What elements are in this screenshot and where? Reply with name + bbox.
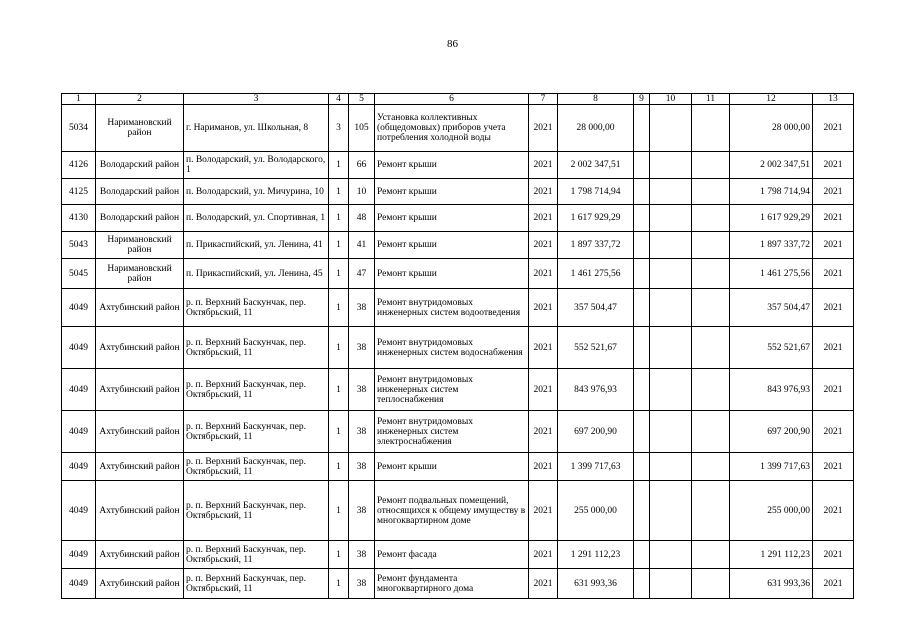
row-id-cell: 4049 — [62, 327, 96, 369]
work-type-cell: Ремонт крыши — [375, 232, 529, 259]
district-cell: Наримановский район — [96, 232, 184, 259]
col5-cell: 38 — [349, 369, 375, 411]
total-cost-cell: 631 993,36 — [730, 569, 813, 599]
row-id-cell: 4125 — [62, 179, 96, 205]
col4-cell: 1 — [329, 289, 349, 327]
row-id-cell: 5034 — [62, 105, 96, 152]
col9-cell — [634, 569, 650, 599]
end-year-cell: 2021 — [813, 232, 854, 259]
total-cost-cell: 2 002 347,51 — [730, 152, 813, 179]
cost-cell: 1 617 929,29 — [558, 205, 634, 232]
district-cell: Володарский район — [96, 179, 184, 205]
cost-cell: 357 504,47 — [558, 289, 634, 327]
col5-cell: 48 — [349, 205, 375, 232]
table-row — [62, 179, 854, 205]
row-id-cell: 5045 — [62, 259, 96, 289]
col9-cell — [634, 541, 650, 569]
table-row — [62, 411, 854, 453]
work-type-cell: Ремонт крыши — [375, 453, 529, 481]
table-row — [62, 541, 854, 569]
work-type-cell: Ремонт внутридомовых инженерных систем теплоснабжения — [375, 369, 529, 411]
end-year-cell: 2021 — [813, 453, 854, 481]
col10-cell — [650, 369, 692, 411]
col11-cell — [692, 232, 730, 259]
cost-cell: 843 976,93 — [558, 369, 634, 411]
col4-cell: 1 — [329, 205, 349, 232]
col4-cell: 1 — [329, 569, 349, 599]
end-year-cell: 2021 — [813, 289, 854, 327]
col5-cell: 38 — [349, 411, 375, 453]
total-cost-cell: 1 291 112,23 — [730, 541, 813, 569]
col9-cell — [634, 179, 650, 205]
table-row — [62, 152, 854, 179]
col10-cell — [650, 105, 692, 152]
col11-cell — [692, 259, 730, 289]
address-cell: р. п. Верхний Баскунчак, пер. Октябрьский, 11 — [184, 569, 329, 599]
cost-cell: 1 461 275,56 — [558, 259, 634, 289]
address-cell: р. п. Верхний Баскунчак, пер. Октябрьский, 11 — [184, 541, 329, 569]
address-cell: п. Прикаспийский, ул. Ленина, 45 — [184, 259, 329, 289]
col4-cell: 1 — [329, 327, 349, 369]
col5-cell: 66 — [349, 152, 375, 179]
work-type-cell: Ремонт внутридомовых инженерных систем водоотведения — [375, 289, 529, 327]
cost-cell: 2 002 347,51 — [558, 152, 634, 179]
table-row — [62, 259, 854, 289]
column-header: 13 — [813, 94, 854, 105]
end-year-cell: 2021 — [813, 205, 854, 232]
work-type-cell: Ремонт фундамента многоквартирного дома — [375, 569, 529, 599]
col4-cell: 1 — [329, 481, 349, 541]
year-cell: 2021 — [529, 105, 558, 152]
address-cell: р. п. Верхний Баскунчак, пер. Октябрьский, 11 — [184, 411, 329, 453]
row-id-cell: 4049 — [62, 541, 96, 569]
end-year-cell: 2021 — [813, 327, 854, 369]
end-year-cell: 2021 — [813, 259, 854, 289]
col5-cell: 38 — [349, 541, 375, 569]
row-id-cell: 4049 — [62, 289, 96, 327]
col4-cell: 1 — [329, 179, 349, 205]
year-cell: 2021 — [529, 179, 558, 205]
col11-cell — [692, 152, 730, 179]
work-type-cell: Ремонт крыши — [375, 259, 529, 289]
column-header: 7 — [529, 94, 558, 105]
col10-cell — [650, 453, 692, 481]
district-cell: Ахтубинский район — [96, 327, 184, 369]
column-header: 2 — [96, 94, 184, 105]
end-year-cell: 2021 — [813, 179, 854, 205]
district-cell: Ахтубинский район — [96, 481, 184, 541]
district-cell: Володарский район — [96, 205, 184, 232]
page-number: 86 — [447, 38, 458, 50]
district-cell: Наримановский район — [96, 105, 184, 152]
cost-cell: 697 200,90 — [558, 411, 634, 453]
address-cell: р. п. Верхний Баскунчак, пер. Октябрьский, 11 — [184, 369, 329, 411]
column-header: 8 — [558, 94, 634, 105]
col4-cell: 3 — [329, 105, 349, 152]
address-cell: р. п. Верхний Баскунчак, пер. Октябрьский, 11 — [184, 481, 329, 541]
cost-cell: 28 000,00 — [558, 105, 634, 152]
col10-cell — [650, 179, 692, 205]
col9-cell — [634, 481, 650, 541]
end-year-cell: 2021 — [813, 411, 854, 453]
district-cell: Ахтубинский район — [96, 289, 184, 327]
col4-cell: 1 — [329, 369, 349, 411]
cost-cell: 255 000,00 — [558, 481, 634, 541]
col11-cell — [692, 105, 730, 152]
col11-cell — [692, 369, 730, 411]
row-id-cell: 4049 — [62, 481, 96, 541]
year-cell: 2021 — [529, 541, 558, 569]
col11-cell — [692, 411, 730, 453]
col9-cell — [634, 369, 650, 411]
table-row — [62, 369, 854, 411]
col9-cell — [634, 205, 650, 232]
column-header: 1 — [62, 94, 96, 105]
row-id-cell: 4049 — [62, 411, 96, 453]
total-cost-cell: 1 798 714,94 — [730, 179, 813, 205]
table-body — [62, 94, 854, 599]
total-cost-cell: 1 897 337,72 — [730, 232, 813, 259]
address-cell: р. п. Верхний Баскунчак, пер. Октябрьский, 11 — [184, 327, 329, 369]
col10-cell — [650, 569, 692, 599]
address-cell: п. Володарский, ул. Володарского, 1 — [184, 152, 329, 179]
work-type-cell: Ремонт фасада — [375, 541, 529, 569]
total-cost-cell: 552 521,67 — [730, 327, 813, 369]
col10-cell — [650, 411, 692, 453]
col11-cell — [692, 205, 730, 232]
col9-cell — [634, 327, 650, 369]
district-cell: Володарский район — [96, 152, 184, 179]
total-cost-cell: 697 200,90 — [730, 411, 813, 453]
row-id-cell: 4049 — [62, 569, 96, 599]
col10-cell — [650, 541, 692, 569]
col4-cell: 1 — [329, 453, 349, 481]
col11-cell — [692, 179, 730, 205]
col9-cell — [634, 289, 650, 327]
col4-cell: 1 — [329, 541, 349, 569]
col9-cell — [634, 232, 650, 259]
col10-cell — [650, 259, 692, 289]
cost-cell: 1 897 337,72 — [558, 232, 634, 259]
year-cell: 2021 — [529, 481, 558, 541]
row-id-cell: 5043 — [62, 232, 96, 259]
col5-cell: 105 — [349, 105, 375, 152]
column-header: 6 — [375, 94, 529, 105]
col11-cell — [692, 481, 730, 541]
table-row — [62, 481, 854, 541]
year-cell: 2021 — [529, 411, 558, 453]
address-cell: п. Володарский, ул. Мичурина, 10 — [184, 179, 329, 205]
address-cell: п. Володарский, ул. Спортивная, 1 — [184, 205, 329, 232]
district-cell: Ахтубинский район — [96, 411, 184, 453]
program-table — [61, 93, 854, 599]
column-header: 4 — [329, 94, 349, 105]
col5-cell: 38 — [349, 453, 375, 481]
col9-cell — [634, 411, 650, 453]
col4-cell: 1 — [329, 259, 349, 289]
column-header: 3 — [184, 94, 329, 105]
col5-cell: 38 — [349, 289, 375, 327]
address-cell: г. Нариманов, ул. Школьная, 8 — [184, 105, 329, 152]
col10-cell — [650, 327, 692, 369]
col5-cell: 38 — [349, 569, 375, 599]
address-cell: р. п. Верхний Баскунчак, пер. Октябрьский, 11 — [184, 289, 329, 327]
column-header: 9 — [634, 94, 650, 105]
total-cost-cell: 1 617 929,29 — [730, 205, 813, 232]
end-year-cell: 2021 — [813, 105, 854, 152]
col9-cell — [634, 259, 650, 289]
total-cost-cell: 28 000,00 — [730, 105, 813, 152]
year-cell: 2021 — [529, 369, 558, 411]
col4-cell: 1 — [329, 232, 349, 259]
table-row — [62, 105, 854, 152]
col5-cell: 38 — [349, 327, 375, 369]
col5-cell: 47 — [349, 259, 375, 289]
col10-cell — [650, 205, 692, 232]
row-id-cell: 4130 — [62, 205, 96, 232]
year-cell: 2021 — [529, 232, 558, 259]
row-id-cell: 4126 — [62, 152, 96, 179]
address-cell: п. Прикаспийский, ул. Ленина, 41 — [184, 232, 329, 259]
col11-cell — [692, 327, 730, 369]
district-cell: Ахтубинский район — [96, 369, 184, 411]
work-type-cell: Ремонт крыши — [375, 179, 529, 205]
cost-cell: 631 993,36 — [558, 569, 634, 599]
year-cell: 2021 — [529, 259, 558, 289]
district-cell: Ахтубинский район — [96, 453, 184, 481]
col5-cell: 41 — [349, 232, 375, 259]
col10-cell — [650, 232, 692, 259]
work-type-cell: Ремонт внутридомовых инженерных систем водоснабжения — [375, 327, 529, 369]
col9-cell — [634, 453, 650, 481]
year-cell: 2021 — [529, 289, 558, 327]
year-cell: 2021 — [529, 205, 558, 232]
col11-cell — [692, 453, 730, 481]
table-row — [62, 205, 854, 232]
header-row — [62, 94, 854, 105]
work-type-cell: Ремонт крыши — [375, 205, 529, 232]
table-row — [62, 289, 854, 327]
col9-cell — [634, 105, 650, 152]
col4-cell: 1 — [329, 152, 349, 179]
col10-cell — [650, 481, 692, 541]
col4-cell: 1 — [329, 411, 349, 453]
year-cell: 2021 — [529, 327, 558, 369]
district-cell: Наримановский район — [96, 259, 184, 289]
col10-cell — [650, 289, 692, 327]
column-header: 10 — [650, 94, 692, 105]
total-cost-cell: 255 000,00 — [730, 481, 813, 541]
cost-cell: 552 521,67 — [558, 327, 634, 369]
year-cell: 2021 — [529, 152, 558, 179]
table-row — [62, 232, 854, 259]
column-header: 5 — [349, 94, 375, 105]
col10-cell — [650, 152, 692, 179]
total-cost-cell: 1 461 275,56 — [730, 259, 813, 289]
address-cell: р. п. Верхний Баскунчак, пер. Октябрьский, 11 — [184, 453, 329, 481]
end-year-cell: 2021 — [813, 369, 854, 411]
district-cell: Ахтубинский район — [96, 541, 184, 569]
cost-cell: 1 798 714,94 — [558, 179, 634, 205]
work-type-cell: Ремонт крыши — [375, 152, 529, 179]
year-cell: 2021 — [529, 453, 558, 481]
col9-cell — [634, 152, 650, 179]
total-cost-cell: 1 399 717,63 — [730, 453, 813, 481]
row-id-cell: 4049 — [62, 369, 96, 411]
col11-cell — [692, 289, 730, 327]
col11-cell — [692, 541, 730, 569]
work-type-cell: Ремонт подвальных помещений, относящихся к общему имуществу в многоквартирном доме — [375, 481, 529, 541]
row-id-cell: 4049 — [62, 453, 96, 481]
column-header: 12 — [730, 94, 813, 105]
total-cost-cell: 843 976,93 — [730, 369, 813, 411]
col5-cell: 10 — [349, 179, 375, 205]
total-cost-cell: 357 504,47 — [730, 289, 813, 327]
work-type-cell: Установка коллективных (общедомовых) приборов учета потребления холодной воды — [375, 105, 529, 152]
year-cell: 2021 — [529, 569, 558, 599]
cost-cell: 1 399 717,63 — [558, 453, 634, 481]
district-cell: Ахтубинский район — [96, 569, 184, 599]
end-year-cell: 2021 — [813, 152, 854, 179]
col5-cell: 38 — [349, 481, 375, 541]
table-row — [62, 569, 854, 599]
table-row — [62, 327, 854, 369]
column-header: 11 — [692, 94, 730, 105]
work-type-cell: Ремонт внутридомовых инженерных систем электроснабжения — [375, 411, 529, 453]
end-year-cell: 2021 — [813, 569, 854, 599]
end-year-cell: 2021 — [813, 481, 854, 541]
col11-cell — [692, 569, 730, 599]
cost-cell: 1 291 112,23 — [558, 541, 634, 569]
end-year-cell: 2021 — [813, 541, 854, 569]
table-row — [62, 453, 854, 481]
